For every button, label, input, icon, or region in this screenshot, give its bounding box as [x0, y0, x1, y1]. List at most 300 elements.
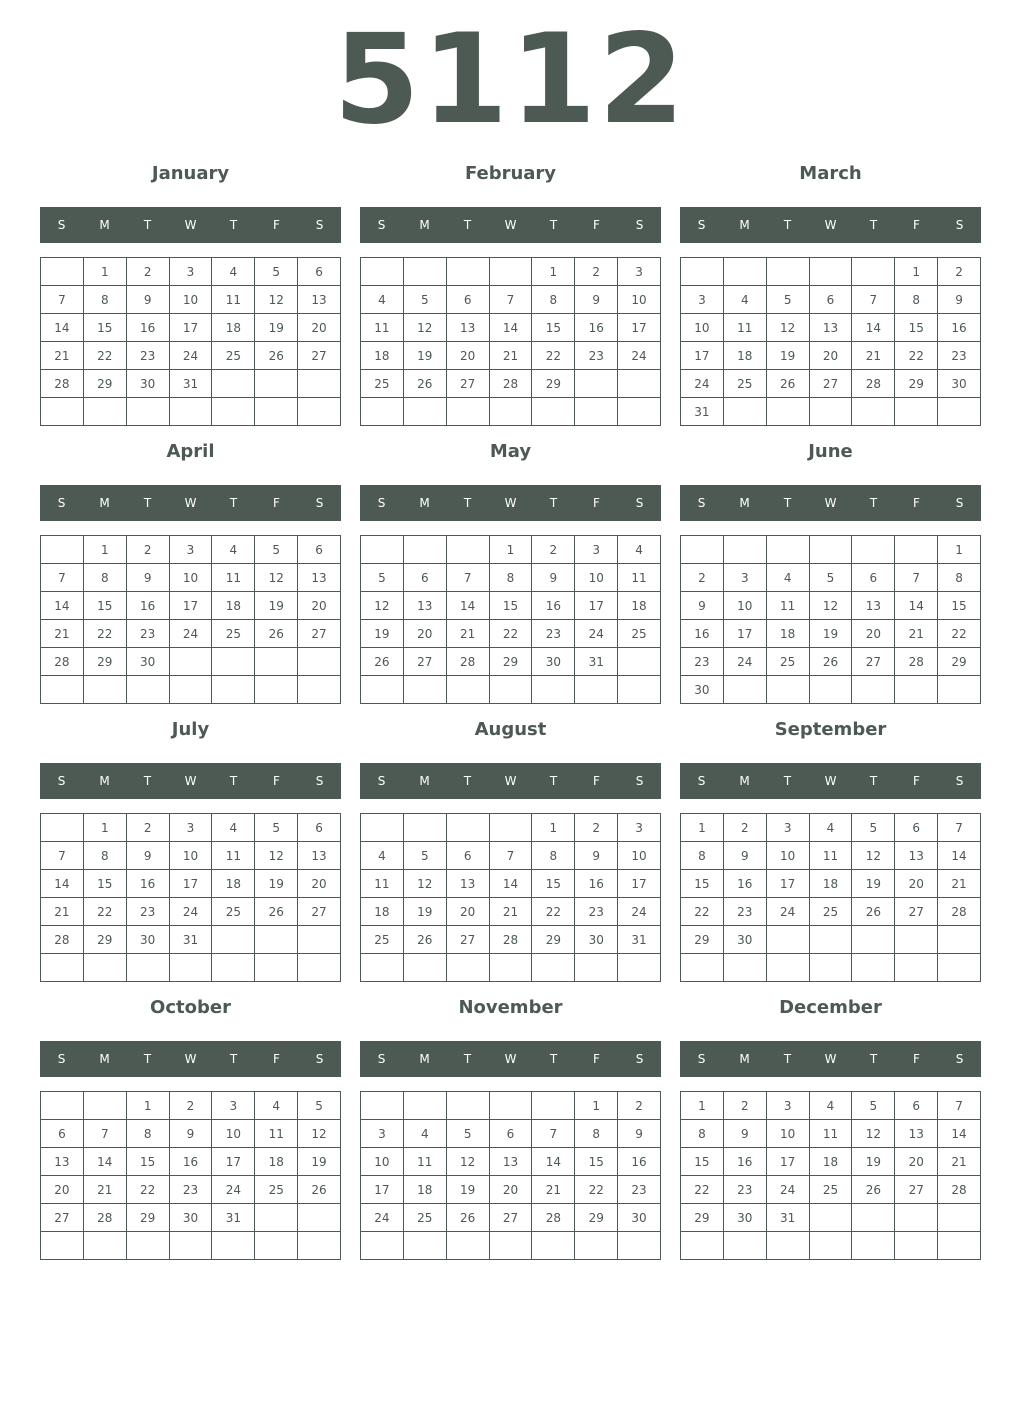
- day-cell: 14: [84, 1148, 127, 1176]
- day-cell: 11: [212, 842, 255, 870]
- weekday-header: [680, 1041, 981, 1077]
- day-cell: 30: [127, 926, 170, 954]
- day-cell: 17: [681, 342, 724, 370]
- day-cell: 4: [618, 536, 661, 564]
- day-cell: 10: [170, 564, 213, 592]
- day-cell: 3: [170, 536, 213, 564]
- day-cell: 12: [852, 842, 895, 870]
- day-cell: 17: [361, 1176, 404, 1204]
- day-cell: [447, 536, 490, 564]
- day-cell: 7: [84, 1120, 127, 1148]
- day-cell: 21: [490, 898, 533, 926]
- day-cell: [361, 258, 404, 286]
- weekday-label: M: [419, 1052, 430, 1066]
- day-cell: 28: [41, 648, 84, 676]
- weekday-label: W: [504, 774, 517, 788]
- day-cell: 25: [618, 620, 661, 648]
- day-cell: 21: [938, 870, 981, 898]
- day-cell: 25: [724, 370, 767, 398]
- day-cell: 27: [298, 898, 341, 926]
- day-cell: [255, 398, 298, 426]
- day-cell: 9: [681, 592, 724, 620]
- day-cell: 26: [255, 342, 298, 370]
- day-cell: [255, 648, 298, 676]
- day-cell: 29: [895, 370, 938, 398]
- day-cell: [212, 926, 255, 954]
- day-cell: [404, 954, 447, 982]
- weekday-label: T: [143, 774, 152, 788]
- day-cell: [298, 926, 341, 954]
- day-cell: 16: [532, 592, 575, 620]
- day-cell: 19: [298, 1148, 341, 1176]
- day-cell: 29: [84, 370, 127, 398]
- day-cell: [298, 370, 341, 398]
- day-cell: [490, 954, 533, 982]
- day-cell: 29: [532, 370, 575, 398]
- day-cell: 29: [938, 648, 981, 676]
- day-cell: [361, 398, 404, 426]
- day-cell: 10: [361, 1148, 404, 1176]
- weekday-label: M: [99, 218, 110, 232]
- day-cell: 1: [84, 258, 127, 286]
- weekday-label: F: [913, 1052, 920, 1066]
- day-cell: 1: [490, 536, 533, 564]
- day-cell: 9: [170, 1120, 213, 1148]
- weekday-label: T: [783, 774, 792, 788]
- weekday-label: S: [315, 1052, 324, 1066]
- days-grid: [360, 813, 661, 982]
- day-cell: [170, 1232, 213, 1260]
- day-cell: 22: [84, 620, 127, 648]
- weekday-label: F: [593, 218, 600, 232]
- day-cell: 28: [41, 370, 84, 398]
- day-cell: [361, 1092, 404, 1120]
- day-cell: 12: [255, 842, 298, 870]
- day-cell: [575, 1232, 618, 1260]
- day-cell: 2: [127, 258, 170, 286]
- day-cell: 29: [84, 648, 127, 676]
- days-grid: [40, 535, 341, 704]
- day-cell: 26: [255, 620, 298, 648]
- day-cell: 23: [724, 898, 767, 926]
- day-cell: 26: [404, 370, 447, 398]
- day-cell: 31: [170, 926, 213, 954]
- weekday-label: T: [869, 496, 878, 510]
- day-cell: 18: [724, 342, 767, 370]
- day-cell: [84, 398, 127, 426]
- day-cell: 26: [767, 370, 810, 398]
- day-cell: [724, 536, 767, 564]
- day-cell: 8: [84, 564, 127, 592]
- day-cell: [852, 398, 895, 426]
- day-cell: [895, 676, 938, 704]
- day-cell: [767, 926, 810, 954]
- day-cell: 21: [895, 620, 938, 648]
- day-cell: 31: [212, 1204, 255, 1232]
- day-cell: 24: [618, 342, 661, 370]
- day-cell: 3: [767, 1092, 810, 1120]
- year-title: 5112: [333, 8, 687, 152]
- day-cell: [532, 1232, 575, 1260]
- day-cell: 29: [84, 926, 127, 954]
- day-cell: [298, 1204, 341, 1232]
- day-cell: 11: [810, 842, 853, 870]
- day-cell: [170, 398, 213, 426]
- day-cell: 16: [127, 314, 170, 342]
- weekday-label: S: [635, 496, 644, 510]
- day-cell: [212, 954, 255, 982]
- month-name: February: [464, 163, 557, 184]
- day-cell: 23: [127, 898, 170, 926]
- day-cell: 29: [532, 926, 575, 954]
- day-cell: [170, 954, 213, 982]
- day-cell: 18: [212, 870, 255, 898]
- day-cell: [447, 676, 490, 704]
- day-cell: 13: [895, 1120, 938, 1148]
- day-cell: 9: [127, 564, 170, 592]
- weekday-label: T: [229, 1052, 238, 1066]
- day-cell: 3: [212, 1092, 255, 1120]
- day-cell: [170, 648, 213, 676]
- day-cell: [618, 676, 661, 704]
- day-cell: 13: [490, 1148, 533, 1176]
- day-cell: 20: [895, 870, 938, 898]
- day-cell: 11: [212, 286, 255, 314]
- weekday-label: S: [377, 218, 386, 232]
- weekday-label: T: [143, 496, 152, 510]
- day-cell: [724, 676, 767, 704]
- day-cell: 4: [212, 814, 255, 842]
- day-cell: 31: [767, 1204, 810, 1232]
- day-cell: 11: [404, 1148, 447, 1176]
- weekday-label: T: [143, 218, 152, 232]
- day-cell: 1: [681, 1092, 724, 1120]
- weekday-label: S: [955, 774, 964, 788]
- day-cell: 3: [681, 286, 724, 314]
- day-cell: [618, 954, 661, 982]
- day-cell: 5: [767, 286, 810, 314]
- day-cell: 17: [618, 314, 661, 342]
- day-cell: 6: [895, 814, 938, 842]
- day-cell: [447, 258, 490, 286]
- day-cell: 12: [767, 314, 810, 342]
- day-cell: 25: [361, 926, 404, 954]
- day-cell: 17: [618, 870, 661, 898]
- day-cell: [767, 398, 810, 426]
- weekday-header: [360, 1041, 661, 1077]
- day-cell: 14: [852, 314, 895, 342]
- day-cell: 22: [532, 898, 575, 926]
- day-cell: 3: [575, 536, 618, 564]
- day-cell: 5: [852, 1092, 895, 1120]
- day-cell: 15: [938, 592, 981, 620]
- day-cell: 6: [298, 814, 341, 842]
- day-cell: 17: [170, 870, 213, 898]
- day-cell: 14: [938, 842, 981, 870]
- day-cell: 17: [724, 620, 767, 648]
- day-cell: [41, 676, 84, 704]
- month-name: September: [774, 719, 887, 740]
- day-cell: [681, 258, 724, 286]
- day-cell: 23: [127, 342, 170, 370]
- day-cell: 23: [618, 1176, 661, 1204]
- day-cell: 8: [127, 1120, 170, 1148]
- day-cell: [404, 814, 447, 842]
- month-name: October: [150, 997, 231, 1018]
- day-cell: 29: [681, 926, 724, 954]
- month-name: November: [458, 997, 563, 1018]
- day-cell: [447, 954, 490, 982]
- day-cell: 4: [810, 1092, 853, 1120]
- day-cell: 9: [724, 1120, 767, 1148]
- month-name: December: [779, 997, 882, 1018]
- weekday-label: M: [739, 496, 750, 510]
- day-cell: 2: [724, 814, 767, 842]
- day-cell: [361, 954, 404, 982]
- weekday-label: T: [783, 1052, 792, 1066]
- day-cell: 27: [810, 370, 853, 398]
- day-cell: [447, 398, 490, 426]
- day-cell: 24: [681, 370, 724, 398]
- day-cell: [618, 648, 661, 676]
- day-cell: 9: [618, 1120, 661, 1148]
- weekday-label: M: [419, 774, 430, 788]
- day-cell: [361, 536, 404, 564]
- day-cell: [404, 1232, 447, 1260]
- day-cell: 14: [490, 314, 533, 342]
- days-grid: [680, 535, 981, 704]
- weekday-label: S: [315, 496, 324, 510]
- day-cell: 9: [724, 842, 767, 870]
- day-cell: 21: [852, 342, 895, 370]
- day-cell: [298, 398, 341, 426]
- day-cell: [681, 536, 724, 564]
- day-cell: 3: [724, 564, 767, 592]
- day-cell: 17: [170, 592, 213, 620]
- weekday-header: [40, 1041, 341, 1077]
- days-grid: [40, 813, 341, 982]
- day-cell: 15: [84, 870, 127, 898]
- days-grid: [360, 257, 661, 426]
- day-cell: [298, 648, 341, 676]
- weekday-label: F: [273, 774, 280, 788]
- day-cell: [895, 954, 938, 982]
- weekday-label: F: [913, 496, 920, 510]
- day-cell: [810, 926, 853, 954]
- day-cell: [724, 398, 767, 426]
- day-cell: 25: [212, 620, 255, 648]
- day-cell: 22: [681, 1176, 724, 1204]
- day-cell: 22: [895, 342, 938, 370]
- day-cell: 9: [575, 842, 618, 870]
- day-cell: 12: [810, 592, 853, 620]
- day-cell: [895, 536, 938, 564]
- day-cell: 23: [724, 1176, 767, 1204]
- day-cell: 11: [618, 564, 661, 592]
- day-cell: 10: [575, 564, 618, 592]
- day-cell: [361, 676, 404, 704]
- day-cell: [127, 676, 170, 704]
- day-cell: 5: [255, 814, 298, 842]
- day-cell: 28: [532, 1204, 575, 1232]
- day-cell: 18: [404, 1176, 447, 1204]
- day-cell: [938, 954, 981, 982]
- day-cell: 16: [575, 870, 618, 898]
- day-cell: [810, 258, 853, 286]
- weekday-label: T: [869, 218, 878, 232]
- day-cell: 6: [447, 842, 490, 870]
- weekday-label: T: [783, 496, 792, 510]
- day-cell: [404, 1092, 447, 1120]
- day-cell: 3: [361, 1120, 404, 1148]
- day-cell: 1: [895, 258, 938, 286]
- day-cell: 24: [170, 620, 213, 648]
- day-cell: 26: [447, 1204, 490, 1232]
- weekday-label: S: [315, 218, 324, 232]
- day-cell: 8: [575, 1120, 618, 1148]
- day-cell: 2: [938, 258, 981, 286]
- day-cell: 10: [618, 842, 661, 870]
- day-cell: 15: [532, 314, 575, 342]
- day-cell: 18: [361, 898, 404, 926]
- day-cell: 19: [852, 870, 895, 898]
- day-cell: 26: [810, 648, 853, 676]
- day-cell: [852, 926, 895, 954]
- day-cell: [490, 1232, 533, 1260]
- day-cell: 26: [852, 898, 895, 926]
- day-cell: 8: [681, 842, 724, 870]
- weekday-label: W: [184, 1052, 197, 1066]
- day-cell: 18: [618, 592, 661, 620]
- weekday-label: S: [697, 218, 706, 232]
- day-cell: 24: [767, 898, 810, 926]
- day-cell: 12: [255, 286, 298, 314]
- day-cell: 22: [490, 620, 533, 648]
- day-cell: 27: [404, 648, 447, 676]
- day-cell: 27: [895, 898, 938, 926]
- weekday-label: W: [824, 496, 837, 510]
- day-cell: 24: [767, 1176, 810, 1204]
- day-cell: [490, 1092, 533, 1120]
- weekday-label: S: [955, 496, 964, 510]
- day-cell: 21: [490, 342, 533, 370]
- weekday-label: T: [549, 1052, 558, 1066]
- day-cell: 20: [404, 620, 447, 648]
- day-cell: 22: [84, 898, 127, 926]
- day-cell: 10: [170, 286, 213, 314]
- day-cell: 30: [532, 648, 575, 676]
- day-cell: 22: [681, 898, 724, 926]
- weekday-label: S: [635, 218, 644, 232]
- day-cell: 7: [41, 564, 84, 592]
- day-cell: [575, 370, 618, 398]
- day-cell: [404, 398, 447, 426]
- day-cell: 15: [84, 592, 127, 620]
- weekday-label: W: [184, 774, 197, 788]
- weekday-label: T: [229, 774, 238, 788]
- day-cell: 10: [681, 314, 724, 342]
- month-name: August: [474, 719, 547, 740]
- day-cell: 24: [170, 342, 213, 370]
- weekday-header: [40, 485, 341, 521]
- day-cell: 7: [852, 286, 895, 314]
- day-cell: 14: [41, 870, 84, 898]
- day-cell: 1: [532, 814, 575, 842]
- weekday-label: F: [273, 496, 280, 510]
- day-cell: 15: [575, 1148, 618, 1176]
- month-name: June: [808, 441, 853, 462]
- weekday-label: T: [869, 1052, 878, 1066]
- month-name: March: [799, 163, 862, 184]
- day-cell: [852, 1204, 895, 1232]
- weekday-header: [360, 485, 661, 521]
- day-cell: [490, 398, 533, 426]
- day-cell: 3: [618, 814, 661, 842]
- day-cell: 18: [361, 342, 404, 370]
- weekday-label: T: [549, 218, 558, 232]
- day-cell: 13: [298, 286, 341, 314]
- day-cell: 28: [41, 926, 84, 954]
- day-cell: 16: [127, 870, 170, 898]
- day-cell: [41, 954, 84, 982]
- day-cell: 6: [810, 286, 853, 314]
- weekday-label: T: [463, 1052, 472, 1066]
- day-cell: 15: [681, 870, 724, 898]
- day-cell: [447, 1092, 490, 1120]
- day-cell: [938, 676, 981, 704]
- weekday-label: T: [463, 496, 472, 510]
- day-cell: 23: [938, 342, 981, 370]
- weekday-label: M: [99, 496, 110, 510]
- weekday-label: T: [783, 218, 792, 232]
- day-cell: [41, 1092, 84, 1120]
- day-cell: [938, 1232, 981, 1260]
- day-cell: 2: [618, 1092, 661, 1120]
- day-cell: 19: [447, 1176, 490, 1204]
- day-cell: 4: [361, 842, 404, 870]
- day-cell: [767, 536, 810, 564]
- day-cell: [532, 954, 575, 982]
- day-cell: 7: [938, 1092, 981, 1120]
- day-cell: [127, 398, 170, 426]
- day-cell: 14: [895, 592, 938, 620]
- day-cell: [767, 258, 810, 286]
- day-cell: [404, 258, 447, 286]
- weekday-label: S: [697, 774, 706, 788]
- weekday-label: F: [593, 774, 600, 788]
- weekday-label: T: [463, 218, 472, 232]
- day-cell: 13: [447, 314, 490, 342]
- day-cell: 6: [298, 258, 341, 286]
- weekday-header: [680, 485, 981, 521]
- day-cell: 27: [298, 342, 341, 370]
- day-cell: 27: [447, 370, 490, 398]
- day-cell: 24: [361, 1204, 404, 1232]
- day-cell: 5: [361, 564, 404, 592]
- day-cell: 31: [170, 370, 213, 398]
- day-cell: 13: [298, 842, 341, 870]
- day-cell: 6: [490, 1120, 533, 1148]
- day-cell: 10: [767, 1120, 810, 1148]
- day-cell: 12: [404, 314, 447, 342]
- day-cell: [810, 954, 853, 982]
- day-cell: 16: [724, 870, 767, 898]
- day-cell: [84, 1092, 127, 1120]
- day-cell: 25: [255, 1176, 298, 1204]
- day-cell: 12: [255, 564, 298, 592]
- day-cell: 1: [127, 1092, 170, 1120]
- day-cell: [810, 676, 853, 704]
